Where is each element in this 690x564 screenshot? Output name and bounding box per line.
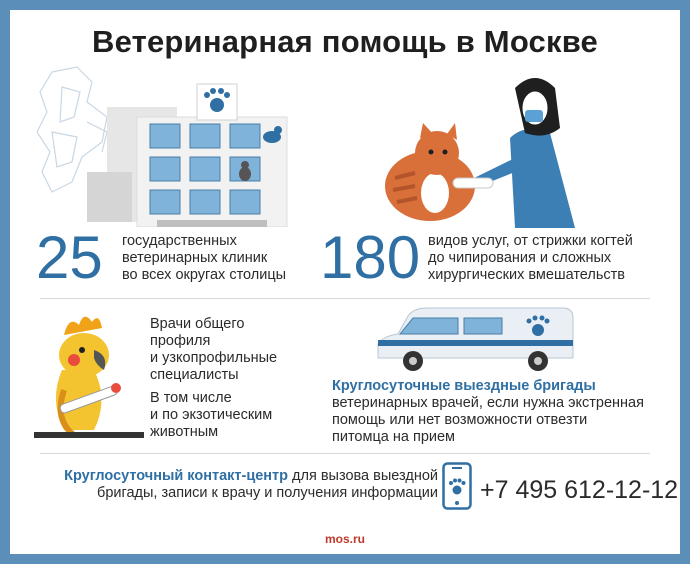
parrot-illustration: [34, 310, 144, 450]
doctors-block: [150, 316, 277, 384]
brigades-line: ветеринарных врачей, если нужна экстренная: [332, 395, 644, 411]
brigades-block: [332, 378, 644, 446]
doctors-line: профиля: [150, 333, 211, 349]
clinics-line: во всех округах столицы: [122, 267, 287, 283]
ambulance-illustration: [368, 306, 578, 376]
footer-site-link[interactable]: mos.ru: [324, 532, 365, 546]
contact-line-1-rest: для вызова выездной: [288, 468, 438, 484]
exotic-line: животным: [150, 424, 219, 440]
doctors-line: специалисты: [150, 367, 239, 383]
services-line: до чипирования и сложных: [428, 250, 612, 266]
clinics-description: [122, 233, 286, 284]
doctors-line: Врачи общего: [150, 316, 245, 332]
exotic-line: В том числе: [150, 390, 232, 406]
vet-figure: [470, 78, 575, 228]
services-number: 180: [320, 224, 421, 291]
phone-icon: [442, 462, 472, 515]
brigades-heading: Круглосуточные выездные бригады: [332, 378, 596, 394]
services-line: видов услуг, от стрижки когтей: [428, 233, 633, 249]
contact-line-2: бригады, записи к врачу и получения информации: [97, 485, 438, 501]
clinics-number: 25: [36, 224, 103, 291]
parrot-figure: [34, 317, 144, 438]
infographic-card: [10, 10, 680, 554]
services-line: хирургических вмешательств: [428, 267, 626, 283]
cat-figure: [385, 123, 493, 221]
contact-heading: Круглосуточный контакт-центр: [64, 468, 289, 484]
clinic-illustration: [32, 62, 302, 227]
contact-line-1: [10, 468, 438, 485]
doctors-line: и узкопрофильные: [150, 350, 278, 366]
contact-phone-number[interactable]: +7 495 612-12-12: [480, 476, 679, 504]
vet-with-cat-illustration: [375, 68, 605, 228]
divider-bottom: [40, 453, 650, 454]
clinics-line: государственных: [122, 233, 237, 249]
brigades-line: помощь или нет возможности отвезти: [332, 412, 588, 428]
contact-block: [10, 468, 438, 502]
divider-left: [40, 298, 330, 299]
page-title: Ветеринарная помощь в Москве: [91, 24, 598, 59]
services-description: [428, 233, 633, 284]
ambulance-van: [378, 308, 573, 371]
exotic-animals-block: [150, 390, 272, 441]
clinics-line: ветеринарных клиник: [122, 250, 268, 266]
brigades-line: питомца на прием: [332, 429, 456, 445]
exotic-line: и по экзотическим: [150, 407, 273, 423]
divider-right: [330, 298, 650, 299]
